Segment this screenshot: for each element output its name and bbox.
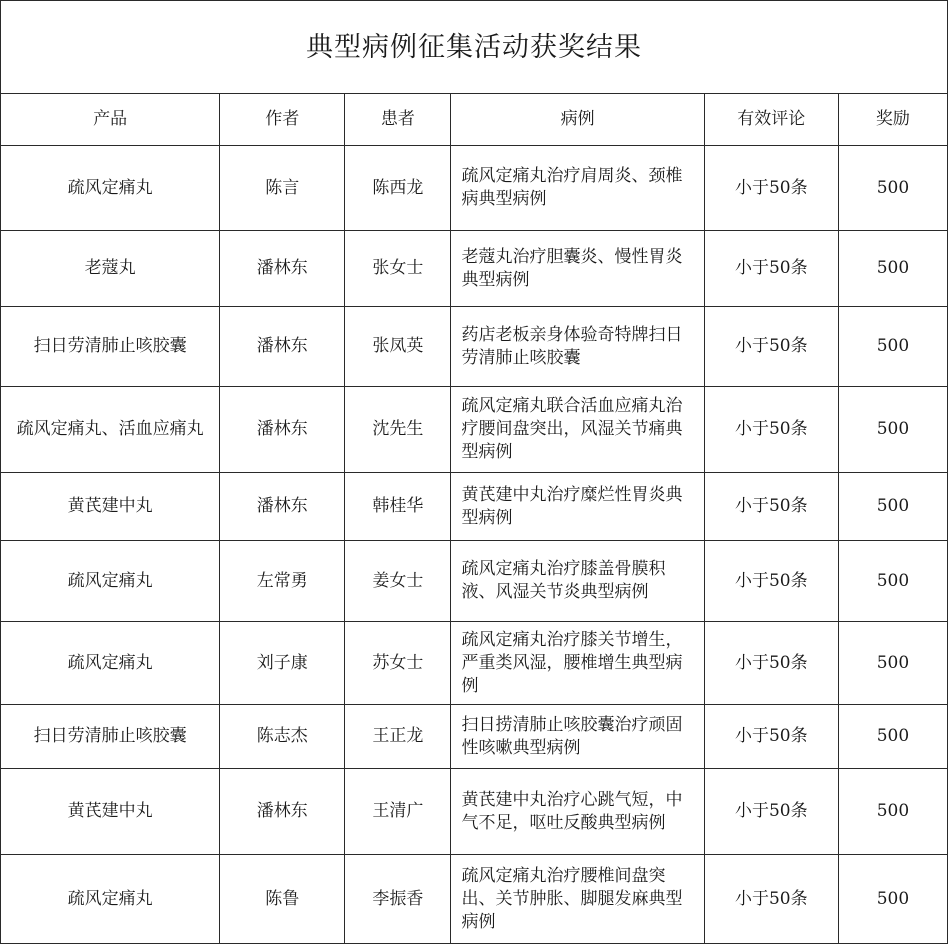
cell-product: 疏风定痛丸	[1, 622, 220, 705]
cell-patient: 王正龙	[345, 705, 451, 769]
cell-reward: 500	[838, 622, 947, 705]
table-row	[1, 473, 948, 541]
column-header-patient: 患者	[345, 94, 451, 146]
cell-reward: 500	[838, 855, 947, 944]
cell-reward: 500	[838, 541, 947, 622]
cell-reward: 500	[838, 146, 947, 231]
column-header-author: 作者	[220, 94, 345, 146]
cell-product: 疏风定痛丸	[1, 855, 220, 944]
cell-product: 黄芪建中丸	[1, 769, 220, 855]
cell-comments: 小于50条	[704, 622, 838, 705]
cell-case: 药店老板亲身体验奇特牌扫日劳清肺止咳胶囊	[451, 307, 704, 387]
cell-product: 扫日劳清肺止咳胶囊	[1, 705, 220, 769]
table-row	[1, 541, 948, 622]
cell-author: 潘林东	[220, 769, 345, 855]
column-header-case: 病例	[451, 94, 704, 146]
table-row	[1, 855, 948, 944]
cell-author: 陈志杰	[220, 705, 345, 769]
cell-case: 黄芪建中丸治疗糜烂性胃炎典型病例	[451, 473, 704, 541]
cell-author: 陈言	[220, 146, 345, 231]
cell-comments: 小于50条	[704, 855, 838, 944]
cell-author: 刘子康	[220, 622, 345, 705]
cell-case: 疏风定痛丸治疗腰椎间盘突出、关节肿胀、脚腿发麻典型病例	[451, 855, 704, 944]
header-row	[1, 94, 948, 146]
column-header-comments: 有效评论	[704, 94, 838, 146]
cell-comments: 小于50条	[704, 473, 838, 541]
table-row	[1, 146, 948, 231]
cell-case: 疏风定痛丸治疗膝盖骨膜积液、风湿关节炎典型病例	[451, 541, 704, 622]
table-title: 典型病例征集活动获奖结果	[1, 1, 948, 94]
cell-product: 疏风定痛丸	[1, 541, 220, 622]
cell-patient: 李振香	[345, 855, 451, 944]
table-row	[1, 622, 948, 705]
cell-product: 黄芪建中丸	[1, 473, 220, 541]
cell-reward: 500	[838, 769, 947, 855]
cell-author: 左常勇	[220, 541, 345, 622]
column-header-reward: 奖励	[838, 94, 947, 146]
cell-comments: 小于50条	[704, 705, 838, 769]
table-row	[1, 307, 948, 387]
cell-comments: 小于50条	[704, 387, 838, 473]
cell-case: 扫日捞清肺止咳胶囊治疗顽固性咳嗽典型病例	[451, 705, 704, 769]
cell-reward: 500	[838, 231, 947, 307]
cell-author: 陈鲁	[220, 855, 345, 944]
cell-comments: 小于50条	[704, 307, 838, 387]
cell-reward: 500	[838, 307, 947, 387]
cell-patient: 王清广	[345, 769, 451, 855]
cell-author: 潘林东	[220, 387, 345, 473]
cell-comments: 小于50条	[704, 541, 838, 622]
column-header-product: 产品	[1, 94, 220, 146]
cell-comments: 小于50条	[704, 231, 838, 307]
cell-reward: 500	[838, 387, 947, 473]
cell-product: 疏风定痛丸、活血应痛丸	[1, 387, 220, 473]
cell-product: 疏风定痛丸	[1, 146, 220, 231]
cell-product: 老蔻丸	[1, 231, 220, 307]
cell-case: 老蔻丸治疗胆囊炎、慢性胃炎典型病例	[451, 231, 704, 307]
table-row	[1, 231, 948, 307]
cell-patient: 苏女士	[345, 622, 451, 705]
cell-patient: 张女士	[345, 231, 451, 307]
cell-patient: 张凤英	[345, 307, 451, 387]
table-row	[1, 769, 948, 855]
cell-reward: 500	[838, 705, 947, 769]
cell-author: 潘林东	[220, 473, 345, 541]
cell-author: 潘林东	[220, 231, 345, 307]
cell-patient: 姜女士	[345, 541, 451, 622]
cell-author: 潘林东	[220, 307, 345, 387]
cell-case: 疏风定痛丸联合活血应痛丸治疗腰间盘突出，风湿关节痛典型病例	[451, 387, 704, 473]
table-row	[1, 705, 948, 769]
cell-case: 疏风定痛丸治疗肩周炎、颈椎病典型病例	[451, 146, 704, 231]
cell-patient: 沈先生	[345, 387, 451, 473]
cell-case: 疏风定痛丸治疗膝关节增生，严重类风湿，腰椎增生典型病例	[451, 622, 704, 705]
cell-patient: 陈西龙	[345, 146, 451, 231]
cell-reward: 500	[838, 473, 947, 541]
cell-comments: 小于50条	[704, 769, 838, 855]
cell-patient: 韩桂华	[345, 473, 451, 541]
cell-comments: 小于50条	[704, 146, 838, 231]
cell-case: 黄芪建中丸治疗心跳气短，中气不足，呕吐反酸典型病例	[451, 769, 704, 855]
cell-product: 扫日劳清肺止咳胶囊	[1, 307, 220, 387]
table-row	[1, 387, 948, 473]
